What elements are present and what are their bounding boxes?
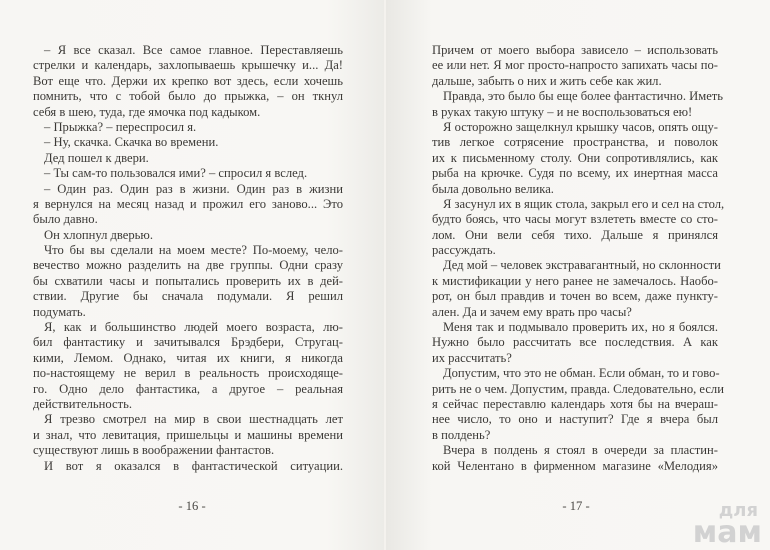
text-line: и знал, что левитация, пришельцы и машины времени	[33, 427, 343, 442]
text-line: рить не о чем. Допустим, правда. Следовательно, если	[432, 381, 724, 396]
watermark-logo	[692, 499, 762, 550]
text-line: было давно.	[33, 212, 98, 227]
text-line: Я трезво смотрел на мир в свои шестнадцать лет	[44, 412, 343, 427]
text-line: Вчера в полдень я стоял в очереди за пластин-	[443, 443, 718, 458]
text-line: Правда, это было бы еще более фантастично. Иметь	[443, 89, 724, 104]
page-number-left: - 16 -	[178, 499, 206, 513]
text-line: в полдень?	[432, 427, 491, 442]
text-line: Причем от моего выбора зависело – использовать	[432, 43, 718, 57]
text-line: помнить, что с тобой было до прыжка, – он ткнул	[33, 89, 343, 104]
watermark-line1: для	[718, 499, 758, 521]
text-line: я вернулся на месяц назад и прожил его заново... Это	[33, 196, 343, 211]
text-line: лом. Они вели себя тихо. Дальше я принялся	[432, 227, 718, 242]
text-line: их рассчитать?	[432, 350, 512, 365]
text-line: кой Челентано в фирменном магазине «Мелодия»	[432, 458, 718, 473]
text-line: по-настоящему не верил в реальность происходяще-	[33, 366, 343, 381]
text-line: ален. Да и зачем ему врать про часы?	[432, 304, 632, 319]
text-line: ее или нет. Я мог просто-напросто запихать часы по-	[432, 58, 718, 73]
text-line: бил фантастику и зачитывался Брэдбери, Стругац-	[33, 335, 343, 350]
text-line: Я засунул их в ящик стола, закрыл его и сел на стол,	[443, 196, 725, 211]
left-page	[0, 0, 384, 550]
text-line: Допустим, что это не обман. Если обман, то и гово-	[443, 366, 720, 381]
right-page	[386, 0, 770, 550]
text-line: Дед пошел к двери.	[44, 150, 149, 165]
text-line: Меня так и подмывало проверить их, но я боялся.	[443, 320, 718, 335]
text-line: рот, он был правдив и точен во всем, даже пункту-	[432, 289, 718, 304]
text-line: я сейчас переставлю календарь хотя бы на вчераш-	[432, 396, 718, 411]
text-line: кими, Лемом. Однако, читая их книги, я никогда	[33, 350, 343, 365]
text-line: подумать.	[33, 304, 86, 319]
text-line: Что бы вы сделали на моем месте? По-моему, чело-	[44, 243, 343, 258]
text-line: вечество можно разделить на две группы. Одни сразу	[33, 258, 343, 273]
text-line: нее число, то оно и наступит? Где я вчера был	[432, 412, 718, 427]
page-number-right: - 17 -	[562, 499, 590, 513]
text-line: себя в шею, туда, где ямочка под кадыком.	[33, 104, 261, 119]
text-line: И вот я оказался в фантастической ситуации.	[44, 458, 343, 473]
text-line: тив легкое сотрясение пространства, и поволок	[432, 135, 718, 150]
text-line: Я, как и большинство людей моего возраста, лю-	[44, 320, 343, 335]
text-line: го. Одно дело фантастика, а другое – реальная	[33, 381, 343, 396]
text-line: существуют лишь в воображении фантастов.	[33, 443, 275, 458]
left-page-text	[33, 43, 343, 474]
watermark-line2: мам	[692, 515, 762, 550]
text-line: Он хлопнул дверью.	[44, 227, 153, 242]
text-line: будто боясь, что часы могут взлететь вместе со сто-	[432, 212, 718, 227]
text-line: – Прыжка? – переспросил я.	[44, 119, 197, 134]
text-line: Вот еще что. Держи их крепко вот здесь, если хочешь	[33, 73, 343, 88]
text-line: рыба на крючке. Судя по всему, их инертная масса	[432, 166, 718, 181]
text-line: – Ты сам-то пользовался ими? – спросил я вслед.	[44, 166, 308, 181]
text-line: Я осторожно защелкнул крышку часов, опять ощу-	[443, 119, 718, 134]
text-line: рассуждать.	[432, 243, 496, 258]
text-line: Дед мой – человек экстравагантный, но склонности	[443, 258, 721, 273]
text-line: их к письменному столу. Они сопротивлялись, как	[432, 150, 718, 165]
text-line: Нужно было рассчитать все последствия. А как	[432, 335, 718, 350]
text-line: – Один раз. Один раз в жизни. Один раз в жизни	[44, 181, 343, 196]
text-line: бы схватили часы и попытались проверить их в дей-	[33, 273, 343, 288]
text-line: дальше, забыть о них и жить себе как жил.	[432, 73, 662, 88]
text-line: действительность.	[33, 396, 132, 411]
text-line: к мистификации у него ранее не замечалось. Наобо-	[432, 273, 718, 288]
text-line: в руках такую штуку – и не воспользоваться ею!	[432, 104, 693, 119]
text-line: ствии. Другие бы сначала подумали. Я решил	[33, 289, 343, 304]
right-page-text	[432, 43, 725, 474]
text-line: – Ну, скачка. Скачка во времени.	[44, 135, 219, 150]
text-line: стрелки и календарь, захлопываешь крышечку и... Да!	[33, 58, 343, 73]
text-line: – Я все сказал. Все самое главное. Переставляешь	[44, 43, 343, 57]
text-line: была довольно велика.	[432, 181, 554, 196]
